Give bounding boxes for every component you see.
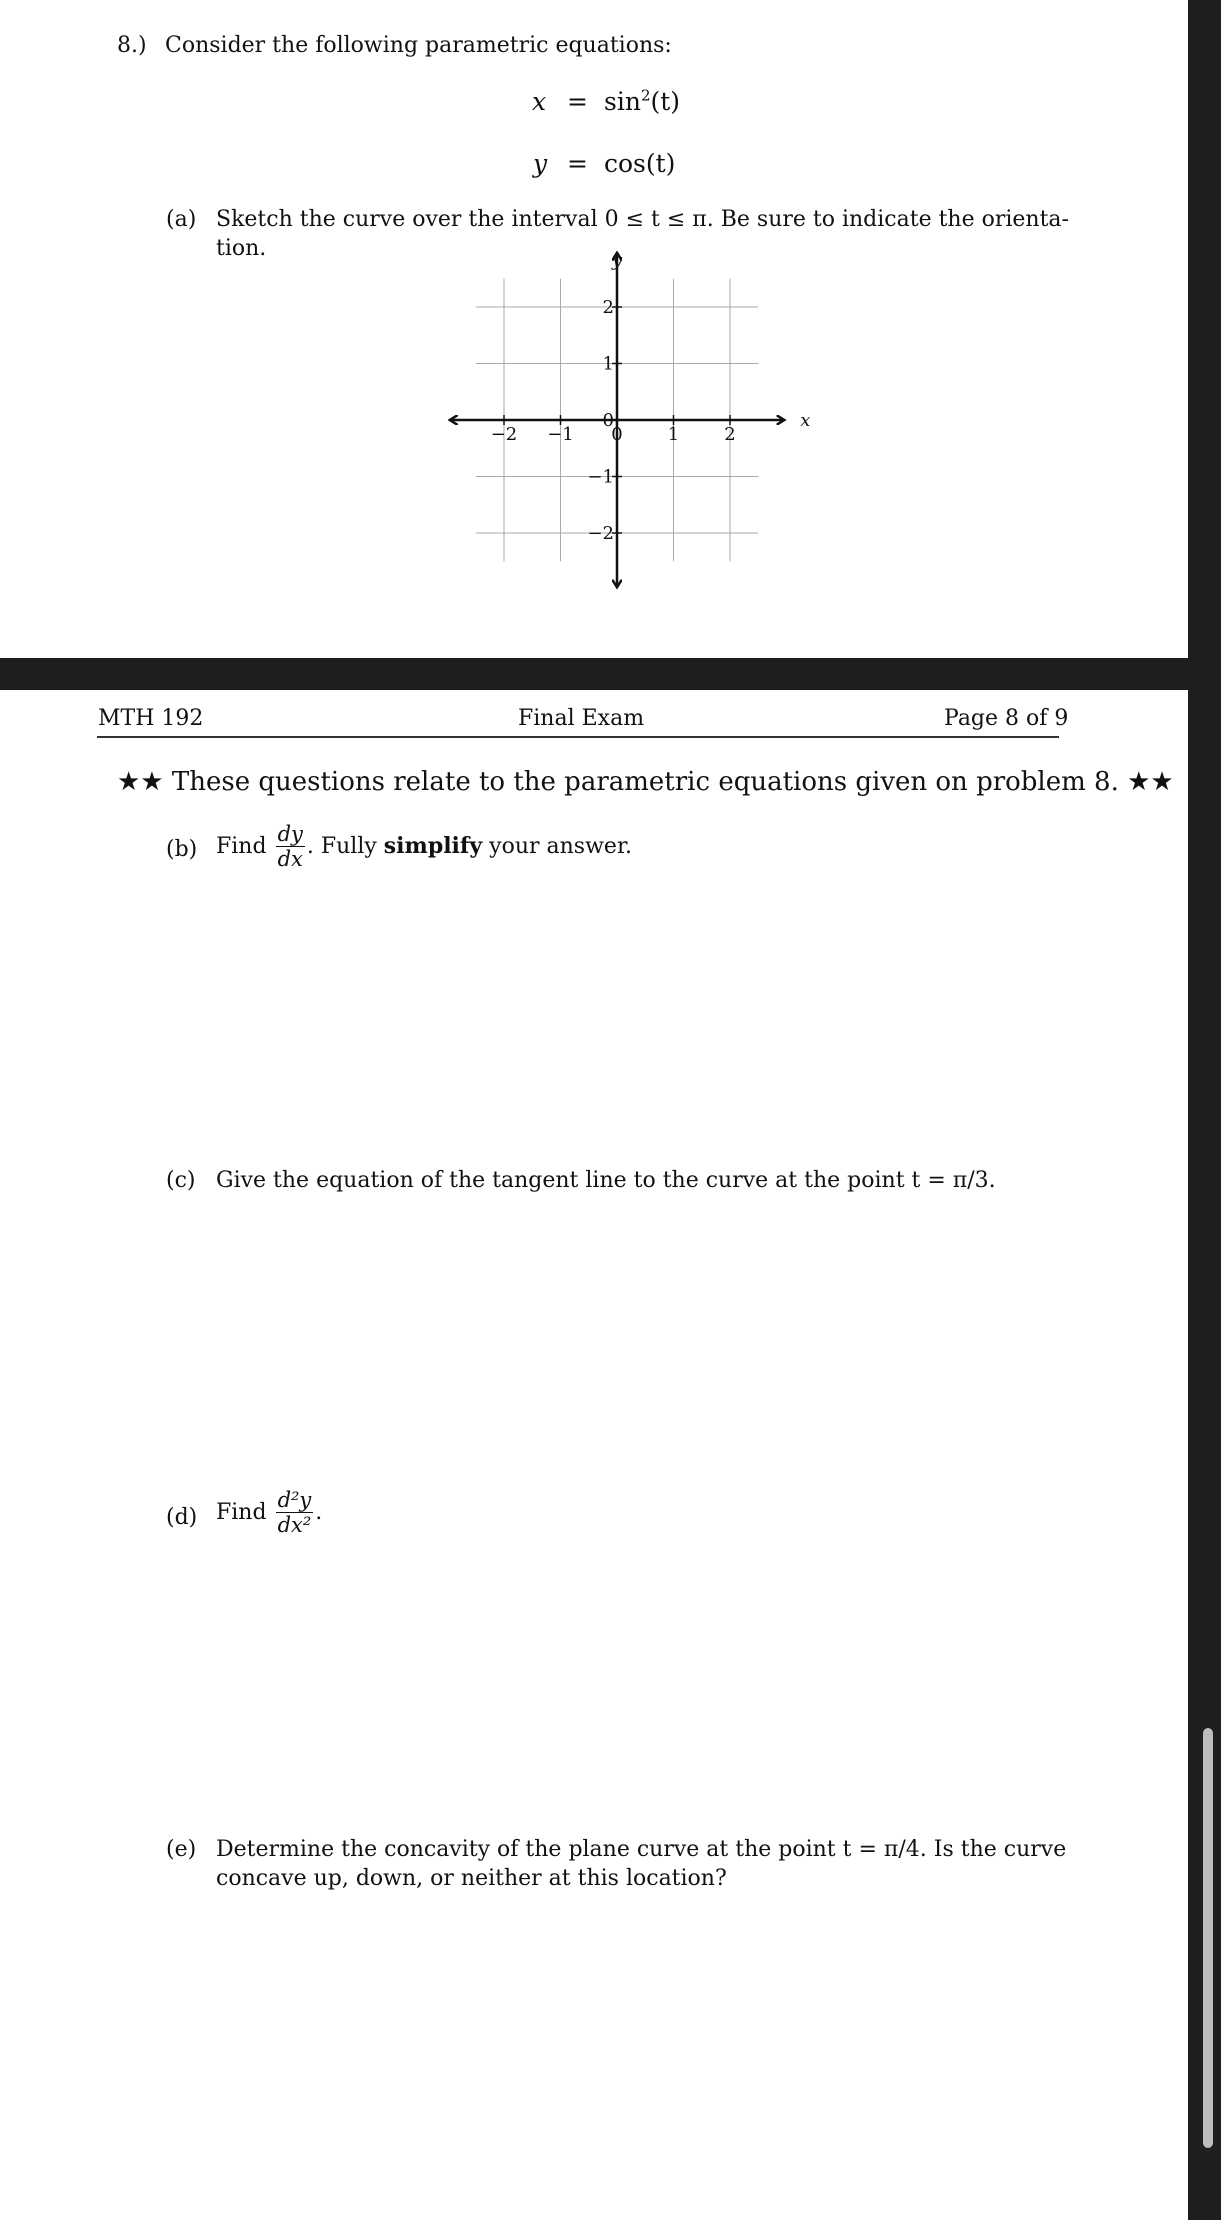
part-b-find: Find bbox=[216, 833, 267, 859]
part-a-label: (a) bbox=[166, 207, 197, 232]
eq-y-lhs: y bbox=[533, 149, 548, 178]
part-d-label: (d) bbox=[166, 1505, 198, 1530]
header-course: MTH 192 bbox=[98, 706, 204, 731]
dy-dx-denominator: dx bbox=[277, 847, 303, 872]
part-b-simplify: simplify bbox=[383, 832, 483, 859]
header-rule bbox=[97, 736, 1059, 738]
x-tick-label: 1 bbox=[667, 424, 680, 445]
eq-x-exp: 2 bbox=[640, 86, 651, 105]
y-tick-label: 2 bbox=[602, 297, 614, 318]
y-tick-label: 0 bbox=[602, 410, 614, 431]
part-e-label: (e) bbox=[166, 1837, 197, 1862]
exam-page-1 bbox=[0, 0, 1188, 658]
page-break bbox=[0, 658, 1188, 690]
x-tick-label: 0 bbox=[611, 424, 623, 445]
x-axis-label: x bbox=[800, 410, 811, 431]
part-b-tail: your answer. bbox=[482, 833, 633, 859]
eq-x-rel: = bbox=[567, 87, 588, 116]
part-d-text bbox=[216, 1488, 322, 1537]
eq-x-fn: sin bbox=[604, 87, 641, 116]
eq-y-rhs: cos(t) bbox=[604, 149, 676, 178]
d2y-dx2-numerator: d²y bbox=[277, 1488, 312, 1512]
shared-equations-note: ★★ These questions relate to the parametric equations given on problem 8. ★★ bbox=[117, 767, 1174, 797]
part-c-text: Give the equation of the tangent line to the curve at the point t = π/3. bbox=[216, 1168, 996, 1193]
y-axis-label: y bbox=[611, 250, 623, 271]
part-c-label: (c) bbox=[166, 1168, 196, 1193]
d2y-dx2-fraction bbox=[276, 1488, 314, 1537]
part-e-text-line1: Determine the concavity of the plane curve at the point t = π/4. Is the curve bbox=[216, 1837, 1067, 1862]
eq-x-arg: (t) bbox=[650, 87, 681, 116]
header-exam-title: Final Exam bbox=[518, 706, 645, 731]
problem-number: 8.) bbox=[117, 33, 147, 58]
exam-page-2 bbox=[0, 690, 1188, 2220]
scrollbar-thumb[interactable] bbox=[1203, 1728, 1213, 2148]
y-tick-label: −1 bbox=[587, 466, 614, 488]
part-b-label: (b) bbox=[166, 837, 198, 862]
problem-intro: Consider the following parametric equations: bbox=[165, 33, 672, 58]
part-b-after: . Fully bbox=[306, 833, 384, 859]
eq-y-rel: = bbox=[567, 149, 588, 178]
coordinate-grid[interactable] bbox=[470, 248, 811, 568]
dy-dx-numerator: dy bbox=[277, 822, 303, 846]
y-tick-label: −2 bbox=[587, 523, 614, 544]
part-d-find: Find bbox=[216, 1499, 267, 1525]
dy-dx-fraction bbox=[276, 822, 305, 871]
eq-x-rhs bbox=[604, 86, 680, 117]
part-b-text bbox=[216, 822, 632, 871]
eq-x-lhs: x bbox=[532, 87, 547, 116]
y-tick-label: 1 bbox=[602, 353, 614, 375]
part-a-text-line2: tion. bbox=[216, 236, 267, 261]
d2y-dx2-denominator: dx² bbox=[277, 1513, 312, 1538]
part-e-text-line2: concave up, down, or neither at this location? bbox=[216, 1866, 727, 1891]
x-tick-label: 2 bbox=[724, 424, 736, 445]
x-tick-label: −1 bbox=[547, 424, 574, 445]
header-page-number: Page 8 of 9 bbox=[944, 706, 1069, 731]
x-tick-label: −2 bbox=[490, 424, 518, 445]
part-d-tail: . bbox=[315, 1499, 323, 1525]
part-a-text-line1: Sketch the curve over the interval 0 ≤ t ≤ π. Be sure to indicate the orienta- bbox=[216, 207, 1069, 232]
